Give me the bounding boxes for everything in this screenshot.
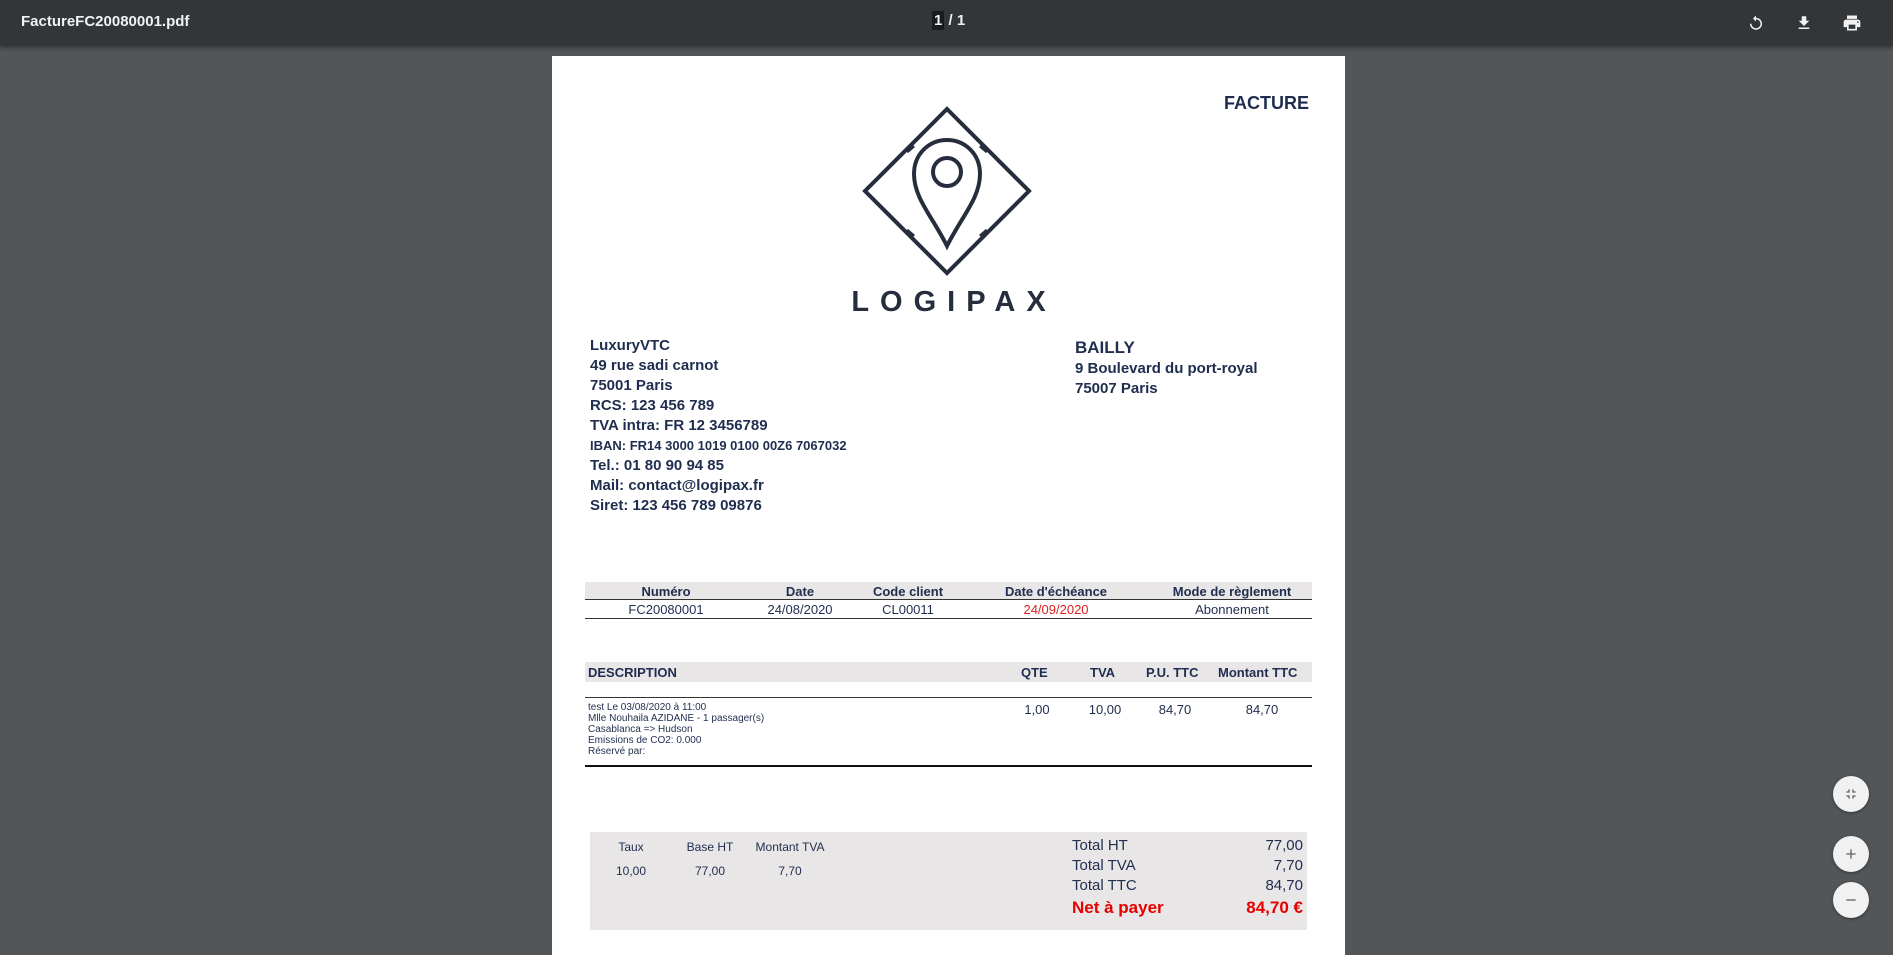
sender-iban: IBAN: FR14 3000 1019 0100 00Z6 7067032 — [590, 438, 847, 453]
fit-to-page-icon — [1843, 786, 1859, 802]
zoom-out-button[interactable] — [1833, 882, 1869, 918]
invoice-number: FC20080001 — [628, 602, 704, 617]
download-icon — [1795, 14, 1813, 32]
fit-page-button[interactable] — [1833, 776, 1869, 812]
description-line: Réservé par: — [588, 746, 646, 757]
pdf-toolbar — [0, 0, 1893, 46]
table-row — [585, 697, 1312, 767]
zoom-in-button[interactable] — [1833, 836, 1869, 872]
item-tva: 10,00 — [1088, 702, 1122, 717]
logipax-logo-mark-icon — [862, 106, 1032, 281]
sender-tva: TVA intra: FR 12 3456789 — [590, 417, 768, 434]
item-unit-price: 84,70 — [1158, 702, 1192, 717]
description-text — [588, 702, 764, 757]
header-tva: TVA — [1090, 665, 1116, 680]
header-pu-ttc: P.U. TTC — [1146, 665, 1199, 680]
vat-amount: 7,70 — [778, 864, 802, 878]
download-button[interactable] — [1790, 9, 1818, 37]
sender-tel: Tel.: 01 80 90 94 85 — [590, 457, 724, 474]
total-tva-value: 7,70 — [1273, 857, 1303, 874]
header-qte: QTE — [1021, 665, 1048, 680]
description-line: Casablanca => Hudson — [588, 724, 693, 735]
print-button[interactable] — [1838, 9, 1866, 37]
net-to-pay-label: Net à payer — [1072, 898, 1164, 917]
header-payment-mode: Mode de règlement — [1172, 584, 1292, 599]
invoice-date: 24/08/2020 — [767, 602, 833, 617]
current-page-input[interactable]: 1 — [934, 12, 943, 29]
rotate-button[interactable] — [1742, 9, 1770, 37]
vat-header-base: Base HT — [686, 840, 734, 854]
document-title: FactureFC20080001.pdf — [21, 13, 190, 30]
info-values-row — [585, 600, 1312, 619]
total-ttc-value: 84,70 — [1265, 877, 1303, 894]
sender-mail: Mail: contact@logipax.fr — [590, 477, 764, 494]
sender-siret: Siret: 123 456 789 09876 — [590, 497, 762, 514]
page-indicator — [932, 12, 965, 29]
net-to-pay-value: 84,70 € — [1246, 898, 1303, 917]
description-line: test Le 03/08/2020 à 11:00 — [588, 702, 707, 713]
document-type-heading: FACTURE — [1224, 93, 1309, 113]
total-ht-value: 77,00 — [1265, 837, 1303, 854]
sender-city: 75001 Paris — [590, 377, 673, 394]
client-block — [1075, 337, 1258, 399]
vat-header-amount: Montant TVA — [755, 840, 825, 854]
header-code-client: Code client — [872, 584, 944, 599]
sender-name: LuxuryVTC — [590, 337, 671, 354]
total-ttc-label: Total TTC — [1072, 877, 1137, 894]
minus-icon — [1843, 892, 1859, 908]
client-code: CL00011 — [882, 602, 934, 617]
description-table — [585, 662, 1312, 767]
sender-block — [590, 336, 847, 516]
client-city: 75007 Paris — [1075, 380, 1158, 397]
item-qty: 1,00 — [1024, 702, 1050, 717]
description-line: Mlle Nouhaila AZIDANE - 1 passager(s) — [588, 713, 765, 724]
page-total: 1 — [956, 12, 966, 29]
rotate-icon — [1747, 14, 1765, 32]
plus-icon — [1843, 846, 1859, 862]
page-separator: / — [944, 12, 957, 29]
header-description: DESCRIPTION — [588, 665, 677, 680]
logo-wordmark: LOGIPAX — [851, 286, 1057, 318]
info-header-row — [585, 582, 1312, 600]
total-ht-label: Total HT — [1072, 837, 1128, 854]
description-line: Emissions de CO2: 0.000 — [588, 735, 702, 746]
pdf-page — [552, 56, 1345, 955]
totals-block — [590, 832, 1307, 930]
total-tva-label: Total TVA — [1072, 857, 1136, 874]
vat-header-taux: Taux — [618, 840, 644, 854]
description-header-row — [585, 662, 1312, 682]
header-montant-ttc: Montant TTC — [1218, 665, 1298, 680]
header-numero: Numéro — [641, 584, 691, 599]
sender-rcs: RCS: 123 456 789 — [590, 397, 715, 414]
due-date: 24/09/2020 — [1023, 602, 1089, 617]
sender-street: 49 rue sadi carnot — [590, 357, 719, 374]
print-icon — [1842, 13, 1862, 33]
client-name: BAILLY — [1075, 338, 1135, 357]
item-amount: 84,70 — [1245, 702, 1279, 717]
payment-mode: Abonnement — [1195, 602, 1269, 617]
vat-base: 77,00 — [694, 864, 726, 878]
client-street: 9 Boulevard du port-royal — [1075, 360, 1258, 377]
invoice-info-table — [585, 582, 1312, 619]
header-date: Date — [785, 584, 815, 599]
header-due-date: Date d'échéance — [1004, 584, 1108, 599]
vat-rate: 10,00 — [615, 864, 647, 878]
